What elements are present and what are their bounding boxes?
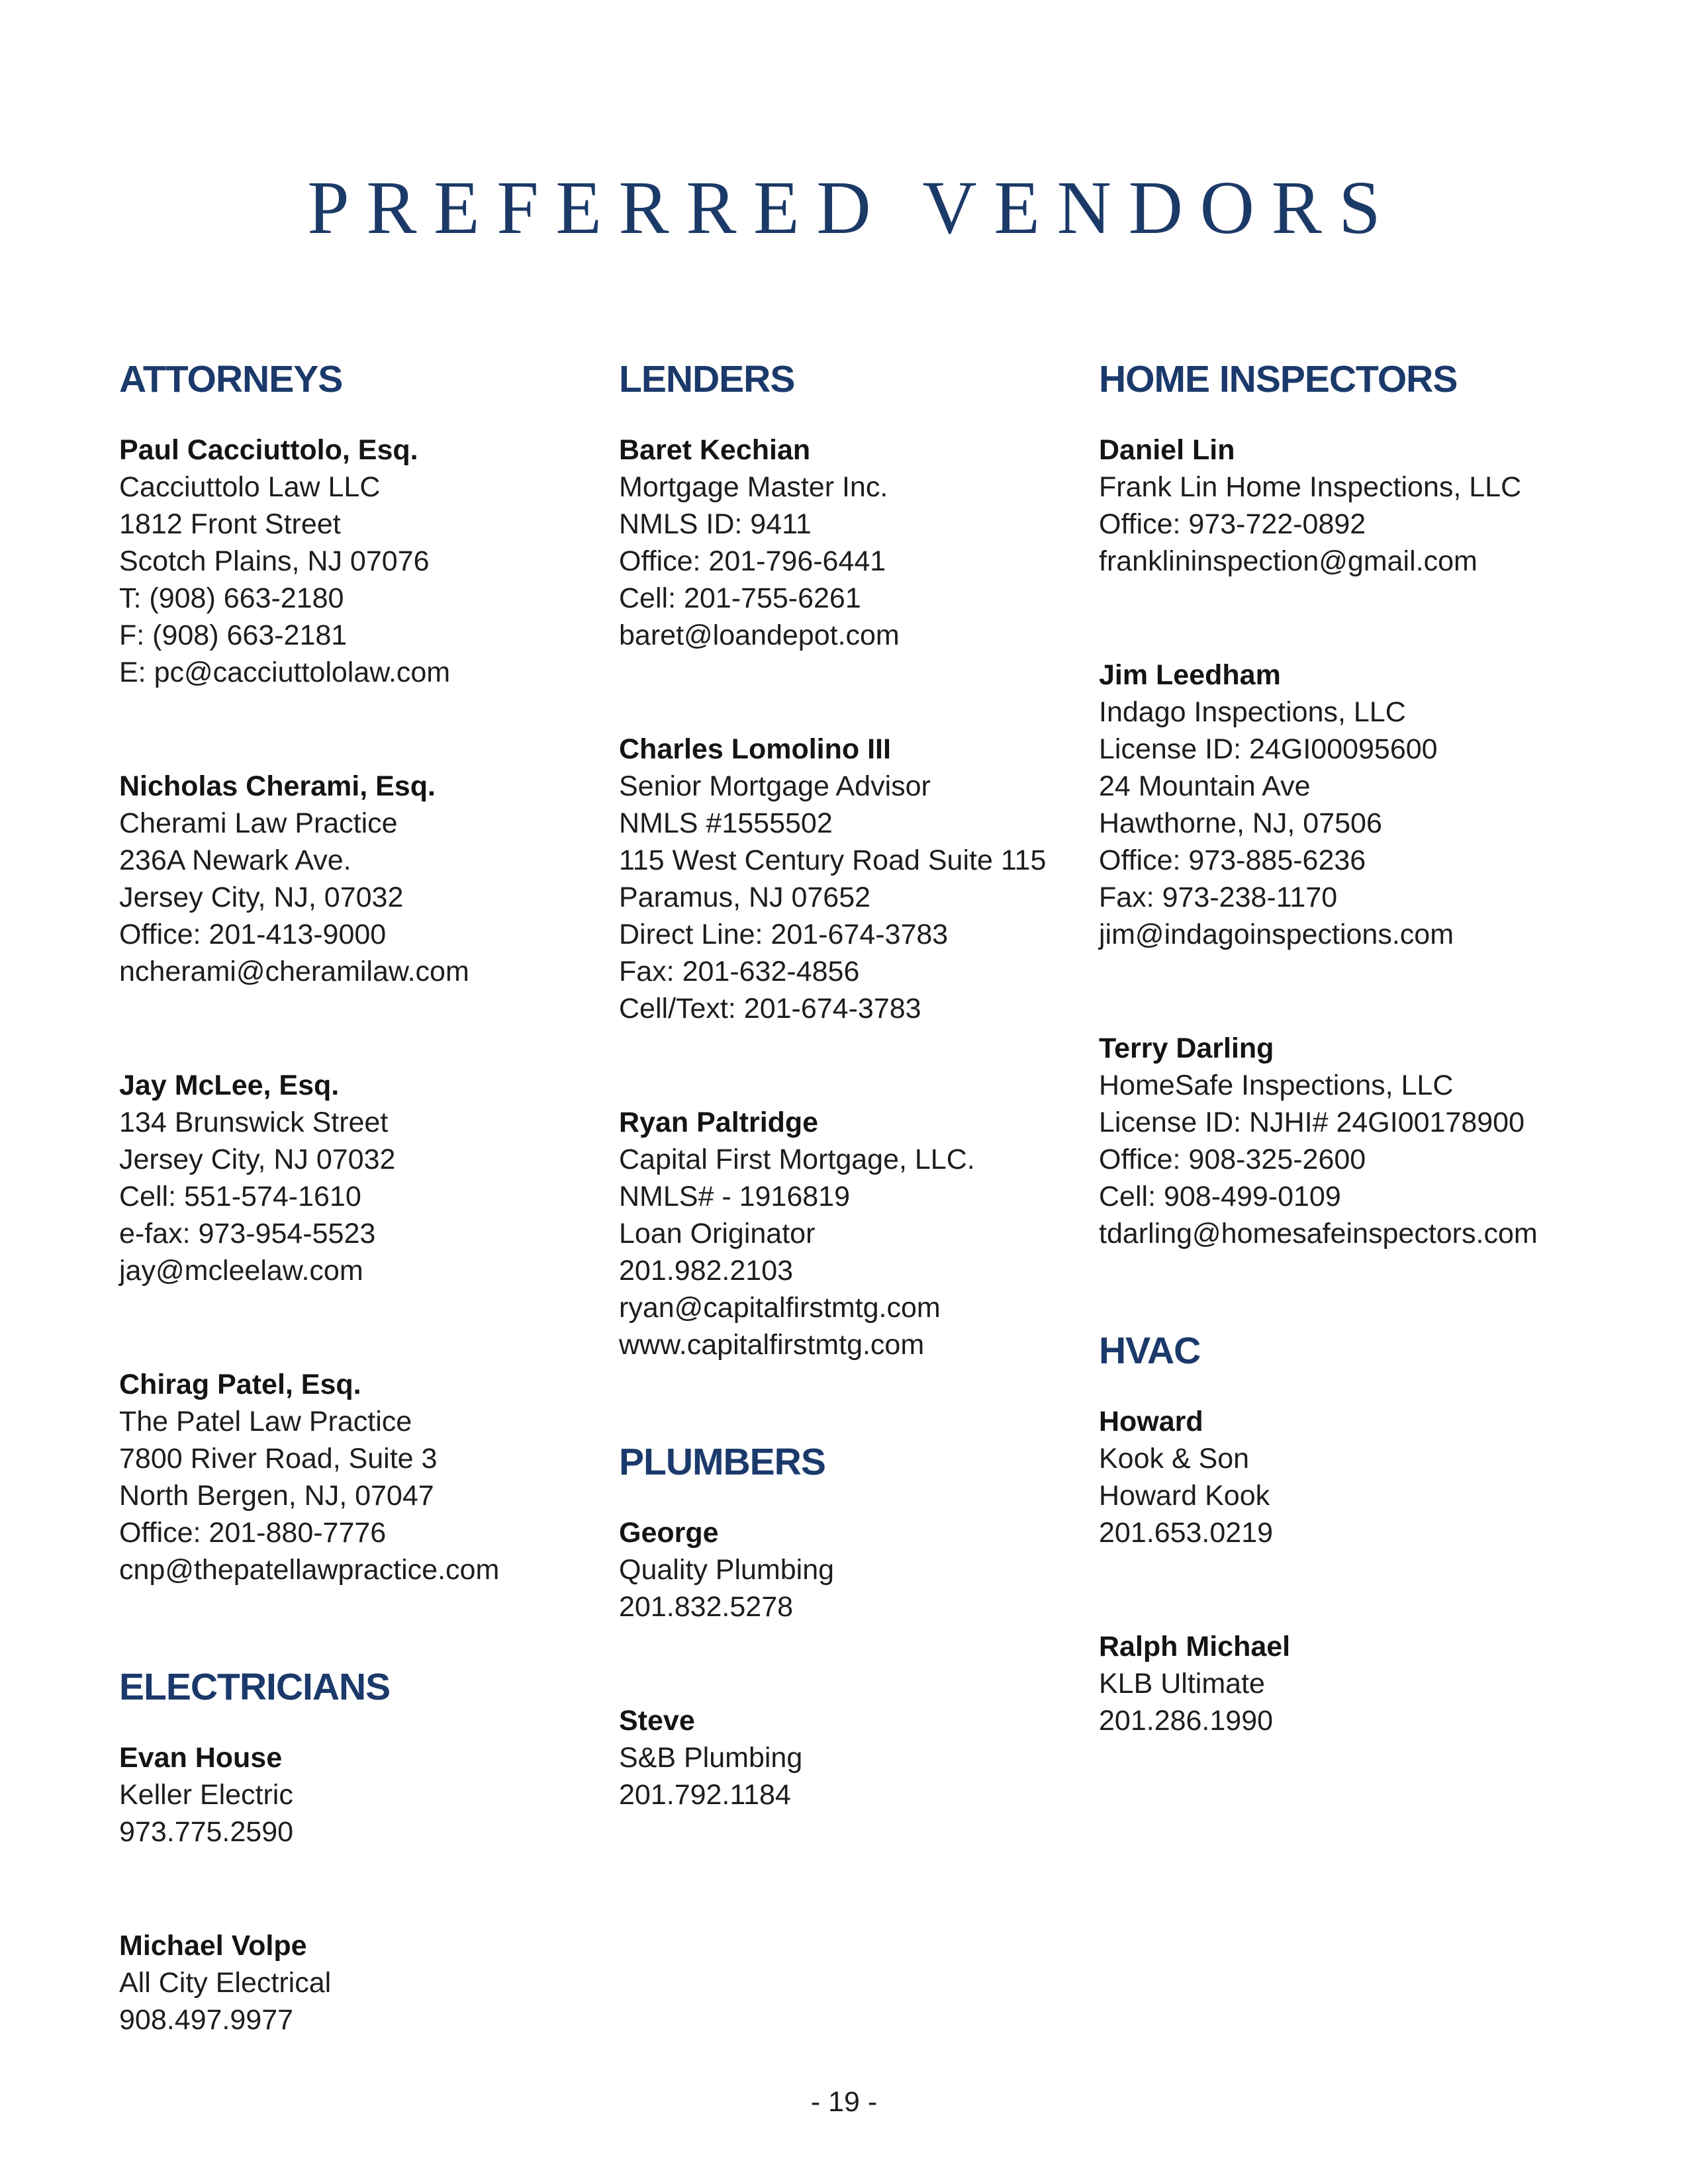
vendor-detail-line: KLB Ultimate	[1099, 1668, 1265, 1700]
vendor-detail-line: Cell: 908-499-0109	[1099, 1181, 1341, 1212]
vendor-detail-line: jim@indagoinspections.com	[1099, 919, 1454, 950]
vendor-detail-line: Kook & Son	[1099, 1443, 1250, 1475]
vendor-detail-line: 908.497.9977	[119, 2004, 294, 2036]
vendor-detail-line: 7800 River Road, Suite 3	[119, 1443, 438, 1475]
vendor-detail-line: Senior Mortgage Advisor	[619, 770, 931, 802]
vendor-name: Ralph Michael	[1099, 1631, 1291, 1662]
vendor-detail-line: Scotch Plains, NJ 07076	[119, 545, 430, 577]
vendor-entry	[119, 432, 596, 691]
vendor-detail-line: NMLS #1555502	[619, 807, 833, 839]
vendor-name: Paul Cacciuttolo, Esq.	[119, 434, 418, 466]
vendor-detail-line: Cell: 201-755-6261	[619, 582, 861, 614]
vendor-detail-line: Cell: 551-574-1610	[119, 1181, 361, 1212]
vendor-detail-line: Jersey City, NJ 07032	[119, 1144, 396, 1175]
vendor-detail-line: 201.653.0219	[1099, 1517, 1274, 1549]
vendor-name: Steve	[619, 1705, 695, 1737]
vendor-detail-line: 1812 Front Street	[119, 508, 341, 540]
vendor-entry	[1099, 1403, 1575, 1551]
vendor-entry	[119, 768, 596, 990]
vendor-detail-line: cnp@thepatellawpractice.com	[119, 1554, 500, 1586]
vendor-detail-line: 134 Brunswick Street	[119, 1107, 389, 1138]
vendor-detail-line: NMLS# - 1916819	[619, 1181, 850, 1212]
vendor-detail-line: Direct Line: 201-674-3783	[619, 919, 949, 950]
vendor-detail-line: Jersey City, NJ, 07032	[119, 882, 404, 913]
vendor-name: Michael Volpe	[119, 1930, 307, 1962]
vendor-detail-line: 201.832.5278	[619, 1591, 794, 1623]
vendor-name: Daniel Lin	[1099, 434, 1235, 466]
vendor-name: Baret Kechian	[619, 434, 811, 466]
section-heading-hvac: HVAC	[1099, 1330, 1201, 1372]
vendor-detail-line: 236A Newark Ave.	[119, 844, 352, 876]
vendor-name: Ryan Paltridge	[619, 1107, 819, 1138]
vendor-detail-line: Loan Originator	[619, 1218, 816, 1250]
vendor-detail-line: HomeSafe Inspections, LLC	[1099, 1069, 1454, 1101]
vendor-detail-line: Mortgage Master Inc.	[619, 471, 888, 503]
vendor-entry	[1099, 1030, 1575, 1252]
vendor-detail-line: ryan@capitalfirstmtg.com	[619, 1292, 941, 1324]
vendor-detail-line: The Patel Law Practice	[119, 1406, 412, 1437]
vendor-entry	[119, 1067, 596, 1289]
vendor-detail-line: Hawthorne, NJ, 07506	[1099, 807, 1382, 839]
vendor-entry	[119, 1739, 596, 1850]
vendor-detail-line: Cacciuttolo Law LLC	[119, 471, 381, 503]
page-title: PREFERRED VENDORS	[307, 165, 1398, 250]
vendor-detail-line: 24 Mountain Ave	[1099, 770, 1311, 802]
vendor-detail-line: Quality Plumbing	[619, 1554, 835, 1586]
vendor-detail-line: All City Electrical	[119, 1967, 332, 1999]
section-heading-home-inspectors: HOME INSPECTORS	[1099, 358, 1458, 400]
vendor-name: Jay McLee, Esq.	[119, 1069, 340, 1101]
vendor-name: George	[619, 1517, 719, 1549]
vendor-name: Terry Darling	[1099, 1032, 1274, 1064]
vendor-detail-line: Cherami Law Practice	[119, 807, 398, 839]
vendor-detail-line: Office: 973-885-6236	[1099, 844, 1366, 876]
vendor-name: Evan House	[119, 1742, 283, 1774]
vendor-detail-line: License ID: 24GI00095600	[1099, 733, 1438, 765]
vendor-detail-line: Frank Lin Home Inspections, LLC	[1099, 471, 1522, 503]
column-attorneys-electricians	[119, 357, 596, 2115]
vendor-entry	[119, 1366, 596, 1588]
vendor-name: Charles Lomolino III	[619, 733, 891, 765]
vendor-detail-line: Office: 908-325-2600	[1099, 1144, 1366, 1175]
vendor-detail-line: North Bergen, NJ, 07047	[119, 1480, 434, 1512]
vendor-detail-line: 201.286.1990	[1099, 1705, 1274, 1737]
vendor-detail-line: S&B Plumbing	[619, 1742, 803, 1774]
section-heading-attorneys: ATTORNEYS	[119, 358, 343, 400]
vendor-entry	[1099, 1628, 1575, 1739]
vendor-detail-line: 115 West Century Road Suite 115	[619, 844, 1047, 876]
section-heading-lenders: LENDERS	[619, 358, 795, 400]
vendor-name: Nicholas Cherami, Esq.	[119, 770, 436, 802]
vendor-detail-line: F: (908) 663-2181	[119, 619, 348, 651]
vendor-name: Howard	[1099, 1406, 1203, 1437]
column-lenders-plumbers	[619, 357, 1096, 1890]
vendor-entry	[619, 1702, 1096, 1813]
vendor-entry	[619, 1104, 1096, 1363]
vendor-detail-line: Paramus, NJ 07652	[619, 882, 871, 913]
page-number: - 19 -	[810, 2086, 878, 2118]
vendor-detail-line: Indago Inspections, LLC	[1099, 696, 1406, 728]
vendor-detail-line: franklininspection@gmail.com	[1099, 545, 1477, 577]
vendor-detail-line: 201.792.1184	[619, 1779, 791, 1811]
vendor-detail-line: www.capitalfirstmtg.com	[619, 1329, 925, 1361]
vendor-detail-line: Keller Electric	[119, 1779, 293, 1811]
vendor-detail-line: NMLS ID: 9411	[619, 508, 812, 540]
vendor-detail-line: baret@loandepot.com	[619, 619, 900, 651]
vendor-detail-line: Office: 201-796-6441	[619, 545, 886, 577]
column-home-inspectors-hvac	[1099, 357, 1575, 1816]
vendor-detail-line: 201.982.2103	[619, 1255, 794, 1287]
vendor-entry	[119, 1927, 596, 2038]
vendor-detail-line: jay@mcleelaw.com	[119, 1255, 363, 1287]
vendor-detail-line: T: (908) 663-2180	[119, 582, 344, 614]
vendor-entry	[619, 731, 1096, 1027]
section-heading-electricians: ELECTRICIANS	[119, 1666, 391, 1708]
vendor-entry	[1099, 432, 1575, 580]
vendor-name: Jim Leedham	[1099, 659, 1281, 691]
vendor-detail-line: E: pc@cacciuttololaw.com	[119, 657, 451, 688]
vendor-detail-line: Office: 201-413-9000	[119, 919, 387, 950]
vendor-detail-line: ncherami@cheramilaw.com	[119, 956, 469, 987]
vendor-detail-line: Office: 201-880-7776	[119, 1517, 387, 1549]
vendor-detail-line: Office: 973-722-0892	[1099, 508, 1366, 540]
vendor-detail-line: Capital First Mortgage, LLC.	[619, 1144, 975, 1175]
vendor-detail-line: Cell/Text: 201-674-3783	[619, 993, 921, 1024]
vendor-detail-line: e-fax: 973-954-5523	[119, 1218, 376, 1250]
vendor-detail-line: tdarling@homesafeinspectors.com	[1099, 1218, 1538, 1250]
vendor-entry	[619, 432, 1096, 654]
vendor-detail-line: Fax: 973-238-1170	[1099, 882, 1338, 913]
vendor-name: Chirag Patel, Esq.	[119, 1369, 361, 1400]
vendor-detail-line: 973.775.2590	[119, 1816, 294, 1848]
vendor-detail-line: Howard Kook	[1099, 1480, 1270, 1512]
vendor-detail-line: Fax: 201-632-4856	[619, 956, 860, 987]
vendor-entry	[619, 1514, 1096, 1625]
vendor-detail-line: License ID: NJHI# 24GI00178900	[1099, 1107, 1525, 1138]
section-heading-plumbers: PLUMBERS	[619, 1441, 825, 1483]
vendor-entry	[1099, 657, 1575, 953]
